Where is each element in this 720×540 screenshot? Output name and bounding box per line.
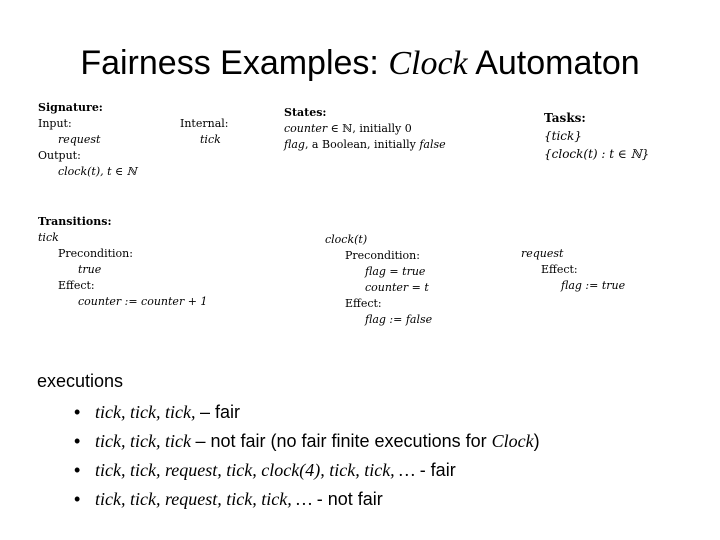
states-block (284, 105, 446, 153)
tick-effect: counter := counter + 1 (78, 295, 208, 308)
execution-item (74, 398, 540, 427)
execution-verdict: - fair (419, 460, 456, 480)
clock-effect: flag := false (365, 313, 433, 326)
tick-precondition-label: Precondition: (58, 247, 133, 260)
execution-item (74, 427, 540, 456)
clock-precondition-flag: flag = true (365, 265, 426, 278)
signature-block (38, 100, 137, 180)
title-prefix: Fairness Examples: (80, 44, 389, 82)
execution-verdict: – fair (199, 402, 240, 422)
request-effect-label: Effect: (541, 263, 578, 276)
request-action-name: request (521, 247, 564, 260)
state-flag-desc: , a Boolean, initially (304, 138, 420, 151)
execution-verdict: – not fair (no fair finite executions for (195, 431, 492, 451)
request-transition (521, 246, 625, 294)
execution-sequence: tick, tick, tick (95, 431, 196, 451)
tick-action-name: tick (38, 231, 59, 244)
output-action: clock(t), t ∈ ℕ (58, 165, 137, 178)
executions-heading: executions (37, 371, 124, 391)
tasks-heading: Tasks: (544, 111, 586, 125)
clock-action-name: clock(t) (325, 233, 368, 246)
task-tick: {tick} (544, 129, 582, 143)
title-italic: Clock (388, 45, 468, 82)
execution-sequence: tick, tick, tick, (95, 402, 200, 422)
execution-sequence: tick, tick, request, tick, tick, … (95, 489, 317, 509)
internal-action: tick (200, 133, 221, 146)
bullet-icon: • (74, 402, 81, 422)
transitions-heading: Transitions: (38, 215, 112, 228)
state-flag (284, 137, 446, 153)
clock-transition (325, 232, 432, 328)
state-flag-init: false (419, 138, 446, 151)
tick-effect-label: Effect: (58, 279, 95, 292)
request-effect: flag := true (561, 279, 626, 292)
state-counter-desc: ∈ ℕ, initially 0 (327, 122, 412, 135)
execution-verdict-end: ) (533, 431, 540, 451)
internal-block (180, 116, 229, 148)
internal-label: Internal: (180, 117, 229, 130)
execution-item (74, 456, 540, 485)
bullet-icon: • (74, 431, 81, 451)
task-clock: {clock(t) : t ∈ ℕ} (544, 147, 650, 161)
execution-verdict-italic: Clock (491, 431, 534, 451)
title-suffix: Automaton (467, 44, 640, 82)
input-label: Input: (38, 117, 72, 130)
execution-sequence: tick, tick, request, tick, clock(4), tick, tick, … (95, 460, 420, 480)
bullet-icon: • (74, 489, 81, 509)
transitions-block (38, 214, 207, 310)
output-label: Output: (38, 149, 81, 162)
tick-precondition: true (78, 263, 102, 276)
executions-list (74, 398, 540, 514)
bullet-icon: • (74, 460, 81, 480)
state-flag-var: flag (284, 138, 305, 151)
states-heading: States: (284, 106, 327, 119)
execution-verdict: - not fair (316, 489, 383, 509)
clock-effect-label: Effect: (345, 297, 382, 310)
clock-precondition-label: Precondition: (345, 249, 420, 262)
clock-precondition-counter: counter = t (365, 281, 429, 294)
execution-item (74, 485, 540, 514)
state-counter-var: counter (284, 122, 328, 135)
input-action: request (58, 133, 101, 146)
tasks-block (544, 109, 649, 163)
signature-heading: Signature: (38, 101, 103, 114)
state-counter (284, 121, 446, 137)
slide-title (0, 44, 720, 83)
